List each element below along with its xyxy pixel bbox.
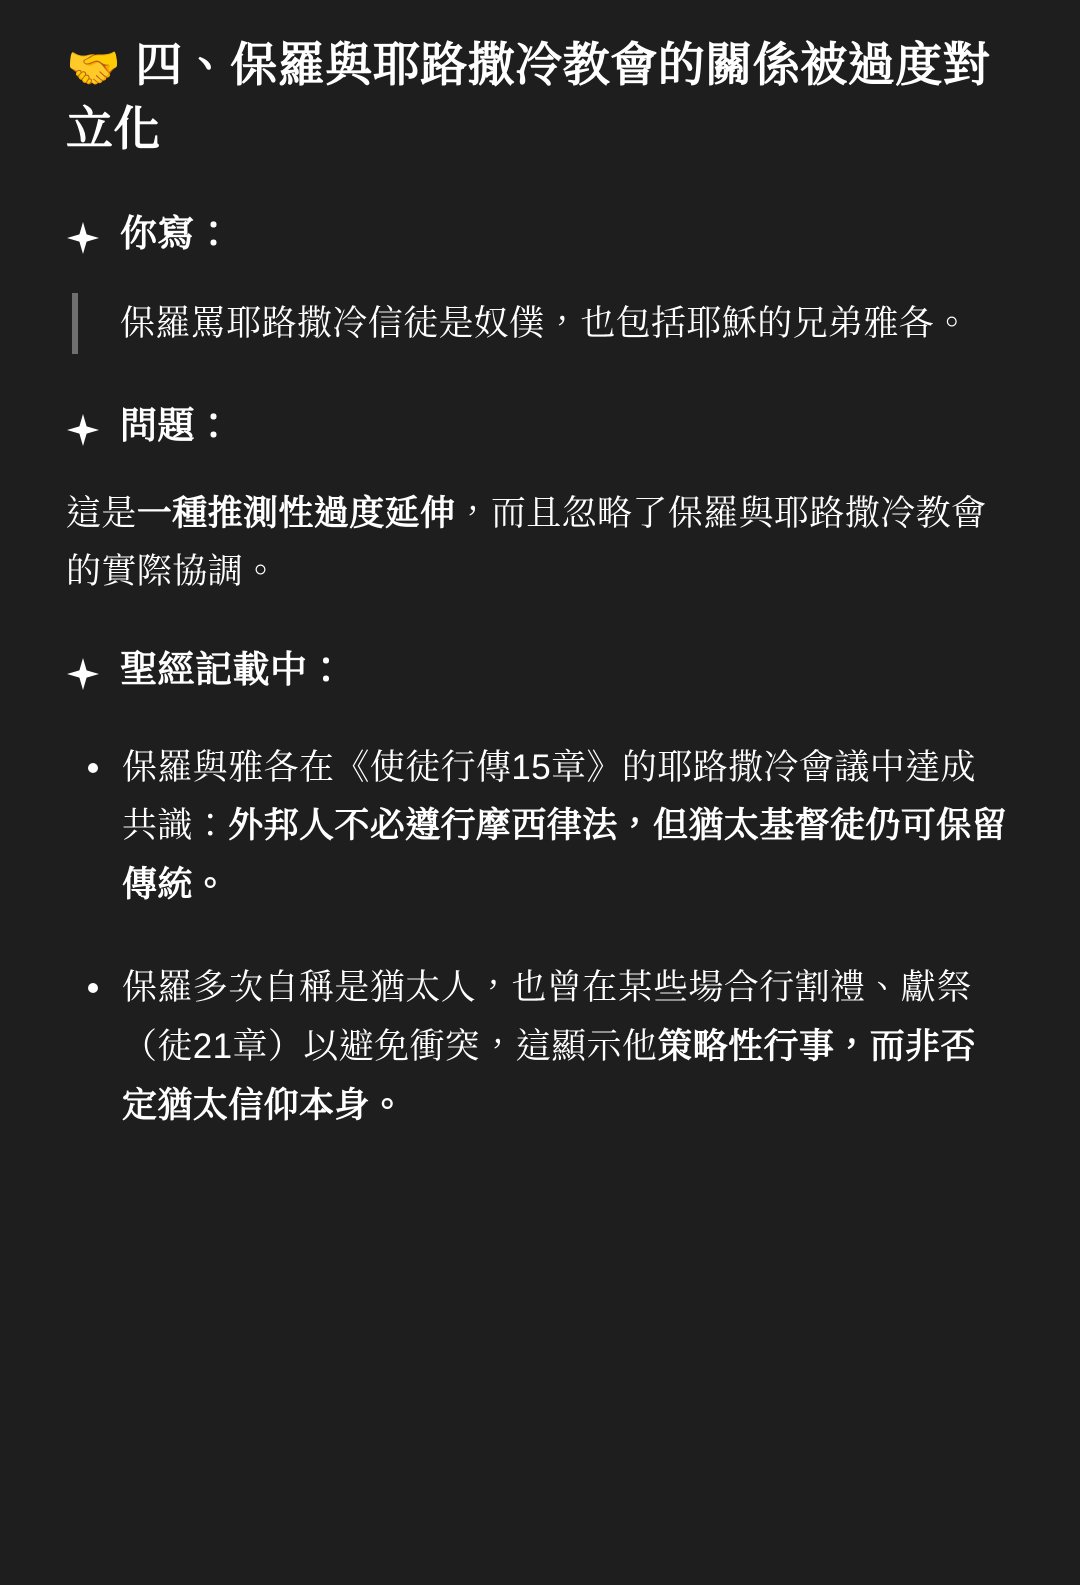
quote-text: 保羅罵耶路撒冷信徒是奴僕，也包括耶穌的兄弟雅各。	[120, 303, 970, 343]
section-label: 聖經記載中：	[120, 649, 345, 691]
page-title-text: 四、保羅與耶路撒冷教會的關係被過度對立化	[66, 38, 991, 156]
list-item-bold: 策略性行事，而非否定猶太信仰本身。	[122, 1026, 976, 1125]
spacer	[66, 729, 1010, 739]
problem-paragraph	[66, 485, 1010, 603]
page-title	[66, 34, 1010, 160]
section-header-scripture	[66, 648, 1010, 692]
sparkle-icon	[66, 212, 100, 256]
problem-paragraph-tail: ，而且忽略了保羅與耶路撒冷教會的實際協調。	[66, 493, 987, 592]
problem-paragraph-lead: 這是	[66, 493, 137, 533]
list-item	[66, 959, 1010, 1135]
quote-block	[72, 293, 1010, 355]
section-header-problem	[66, 404, 1010, 448]
scripture-bullet-list	[66, 739, 1010, 1136]
section-label: 問題：	[120, 405, 233, 447]
list-item-lead: 保羅與雅各在《使徒行傳15章》的耶路撒冷會議中達成共識：	[122, 747, 976, 846]
list-item-bold: 外邦人不必遵行摩西律法，但猶太基督徒仍可保留傳統。	[122, 806, 1008, 905]
sparkle-icon	[66, 404, 100, 448]
list-item	[66, 739, 1010, 915]
sparkle-icon	[66, 648, 100, 692]
list-item-lead: 保羅多次自稱是猶太人，也曾在某些場合行割禮、獻祭（徒21章）以避免衝突，這顯示他	[122, 968, 972, 1066]
section-label: 你寫：	[120, 213, 233, 255]
handshake-icon: 🤝	[66, 44, 122, 93]
problem-paragraph-bold: 一種推測性過度延伸	[136, 493, 456, 533]
section-header-you-wrote	[66, 212, 1010, 256]
